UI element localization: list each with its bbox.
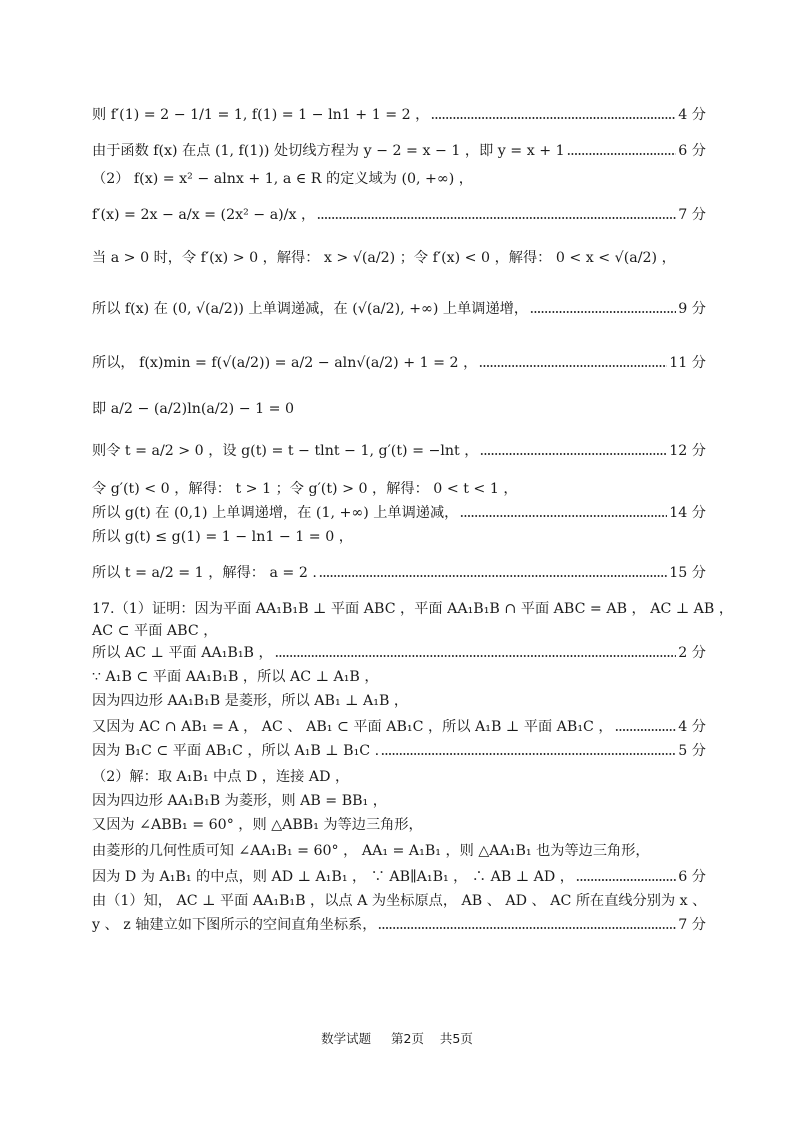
score-points: 6 分 (678, 143, 706, 159)
line-text: 由于函数 f(x) 在点 (1, f(1)) 处切线方程为 y − 2 = x − 1 ，即 y = x + 1 (92, 143, 565, 159)
solution-line (92, 352, 706, 372)
solution-line (92, 642, 706, 662)
line-text: 所以 f(x) 在 (0, √(a/2)) 上单调递减，在 (√(a/2), +∞) 上单调递增， (92, 301, 529, 317)
leader-dots (460, 515, 667, 517)
solution-line (92, 666, 706, 686)
solution-line (92, 478, 706, 498)
line-text: （2）解：取 A₁B₁ 中点 D ，连接 AD ， (92, 769, 350, 785)
score-points: 4 分 (678, 107, 706, 123)
solution-line (92, 866, 706, 886)
score-points: 15 分 (669, 565, 706, 581)
solution-line (92, 740, 706, 760)
leader-dots (479, 365, 667, 367)
score-points: 9 分 (678, 301, 706, 317)
solution-line (92, 104, 706, 124)
line-text: f′(x) = 2x − a/x = (2x² − a)/x ， (92, 207, 316, 223)
solution-line (92, 440, 706, 460)
solution-line (92, 526, 706, 546)
leader-dots (615, 729, 677, 731)
leader-dots (567, 153, 677, 155)
line-text: ∵ A₁B ⊂ 平面 AA₁B₁B ，所以 AC ⊥ A₁B ， (92, 669, 379, 685)
leader-dots (317, 217, 676, 219)
line-text: 由菱形的几何性质可知 ∠AA₁B₁ = 60° ， AA₁ = A₁B₁ ，则 △AA₁B₁ 也为等边三角形， (92, 843, 650, 859)
solution-line (92, 890, 706, 910)
solution-line (92, 168, 706, 188)
leader-dots (576, 879, 676, 881)
line-text: 则 f′(1) = 2 − 1/1 = 1, f(1) = 1 − ln1 + 1 = 2 ， (92, 107, 430, 123)
score-points: 12 分 (669, 443, 706, 459)
line-text: 即 a/2 − (a/2)ln(a/2) − 1 = 0 (92, 401, 295, 417)
leader-dots (480, 453, 667, 455)
line-text: 当 a > 0 时，令 f′(x) > 0 ，解得： x > √(a/2) ；令 f′(x) < 0 ，解得： 0 < x < √(a/2) ， (92, 250, 676, 266)
solution-line (92, 247, 706, 267)
line-text: 由（1）知， AC ⊥ 平面 AA₁B₁B ，以点 A 为坐标原点， AB 、 AD 、 AC 所在直线分别为 x 、 (92, 893, 707, 909)
score-points: 6 分 (678, 869, 706, 885)
line-text: y 、 z 轴建立如下图所示的空间直角坐标系， (92, 917, 377, 933)
score-points: 7 分 (678, 207, 706, 223)
solution-line (92, 790, 706, 810)
line-text: 因为四边形 AA₁B₁B 是菱形，所以 AB₁ ⊥ A₁B ， (92, 693, 409, 709)
solution-line (92, 502, 706, 522)
solution-line (92, 690, 706, 710)
line-text: 又因为 AC ∩ AB₁ = A ， AC 、 AB₁ ⊂ 平面 AB₁C ，所以 A₁B ⊥ 平面 AB₁C ， (92, 719, 613, 735)
leader-dots (378, 927, 676, 929)
leader-dots (381, 753, 676, 755)
solution-line (92, 598, 734, 618)
solution-line (92, 398, 706, 418)
line-text: 又因为 ∠ABB₁ = 60° ，则 △ABB₁ 为等边三角形， (92, 817, 423, 833)
score-points: 7 分 (678, 917, 706, 933)
line-text: 令 g′(t) < 0 ，解得： t > 1 ；令 g′(t) > 0 ，解得： 0 < t < 1 ， (92, 481, 518, 497)
line-text: （2） f(x) = x² − alnx + 1, a ∈ R 的定义域为 (0, +∞) ， (92, 171, 473, 187)
solution-line (92, 620, 706, 640)
line-text: 则令 t = a/2 > 0 ，设 g(t) = t − tlnt − 1, g′(t) = −lnt ， (92, 443, 479, 459)
line-text: 17.（1）证明：因为平面 AA₁B₁B ⊥ 平面 ABC ，平面 AA₁B₁B ∩ 平面 ABC = AB ， AC ⊥ AB ， (92, 601, 734, 617)
solution-line (92, 716, 706, 736)
line-text: 所以 g(t) ≤ g(1) = 1 − ln1 − 1 = 0 ， (92, 529, 353, 545)
line-text: 所以 AC ⊥ 平面 AA₁B₁B ， (92, 645, 273, 661)
solution-line (92, 298, 706, 318)
leader-dots (275, 655, 677, 657)
footer-page-number: 第2页 (391, 1031, 424, 1046)
footer-page-total: 共5页 (439, 1031, 473, 1046)
line-text: 因为 B₁C ⊂ 平面 AB₁C ，所以 A₁B ⊥ B₁C . (92, 743, 380, 759)
solution-line (92, 140, 706, 160)
leader-dots (530, 311, 676, 313)
score-points: 5 分 (678, 743, 706, 759)
footer-subject: 数学试题 (321, 1031, 372, 1046)
line-text: 所以 g(t) 在 (0,1) 上单调递增，在 (1, +∞) 上单调递减， (92, 505, 459, 521)
solution-line (92, 840, 706, 860)
line-text: 所以 t = a/2 = 1 ，解得： a = 2 . (92, 565, 317, 581)
solution-line (92, 204, 706, 224)
solution-line (92, 766, 706, 786)
leader-dots (319, 575, 667, 577)
line-text: 因为四边形 AA₁B₁B 为菱形，则 AB = BB₁ ， (92, 793, 387, 809)
score-points: 11 分 (669, 355, 706, 371)
page-footer (0, 1029, 794, 1047)
score-points: 2 分 (678, 645, 706, 661)
line-text: AC ⊂ 平面 ABC ， (92, 623, 218, 639)
line-text: 因为 D 为 A₁B₁ 的中点，则 AD ⊥ A₁B₁ ， ∵ AB∥A₁B₁ ， ∴ AB ⊥ AD ， (92, 869, 574, 885)
score-points: 4 分 (678, 719, 706, 735)
leader-dots (431, 117, 676, 119)
score-points: 14 分 (669, 505, 706, 521)
solution-line (92, 562, 706, 582)
line-text: 所以， f(x)min = f(√(a/2)) = a/2 − aln√(a/2) + 1 = 2 ， (92, 355, 478, 371)
solution-line (92, 814, 706, 834)
solution-line (92, 914, 706, 934)
